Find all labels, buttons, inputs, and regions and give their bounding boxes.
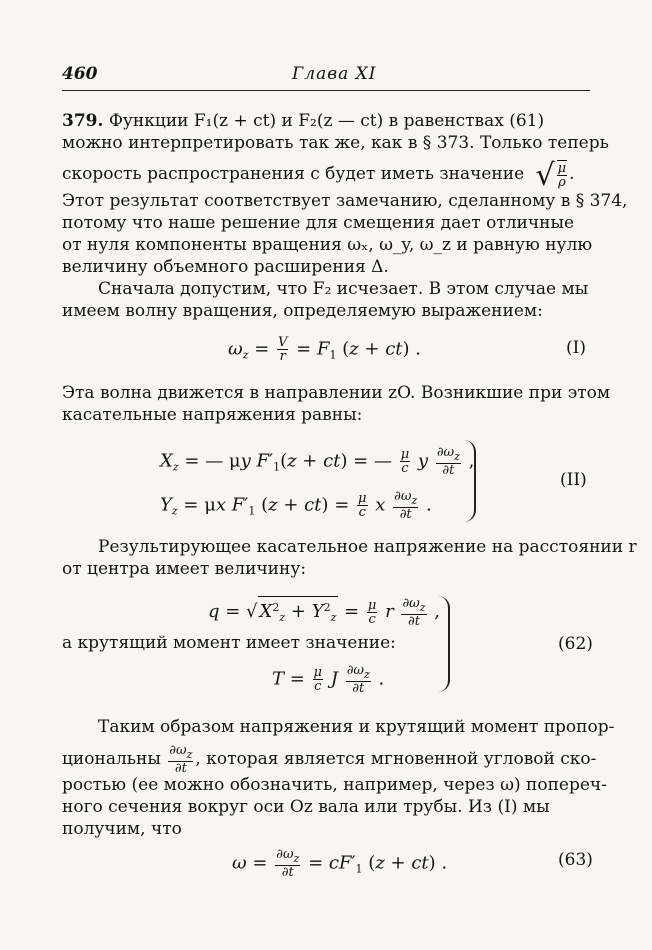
para-3-line-2: касательные напряжения равны: <box>62 405 363 425</box>
page-header <box>62 62 590 91</box>
para-5-line-3: ростью (ее можно обозначить, например, через ω) попереч- <box>62 775 607 795</box>
equation-62-line-1: q = √ $X^2_z + Y^2_z$ = $\frac{\mu}{c}$ r $\frac{\partial\omega_z}{\partial t}$ , <box>208 595 441 629</box>
fraction-domega-dt: $\frac{\partial\omega_z}{\partial t}$ <box>169 743 193 776</box>
chapter-title: Глава XI <box>292 64 377 84</box>
para-3-line-1: Эта волна движется в направлении zO. Возникшие при этом <box>62 383 611 403</box>
equation-63: ω = $\frac{\partial\omega_z}{\partial t}$ = $cF'_1$ (z + ct) . <box>232 847 448 880</box>
para-4-line-2: от центра имеет величину: <box>62 559 307 579</box>
brace-62 <box>438 596 450 692</box>
equation-number-62: (62) <box>558 634 593 654</box>
para-5-text-2b: , которая является мгновенной угловой ско- <box>195 749 597 769</box>
para-379-text-1: Функции F₁(z + ct) и F₂(z — ct) в равенствах (61) <box>108 111 545 131</box>
equation-II-line-1: $X_z$ = — μy $F'_1(z + ct)$ = — $\frac{\mu}{c}$ y $\frac{\partial\omega_z}{\partial t}$ , <box>160 445 475 478</box>
para-379-line-1 <box>62 110 590 132</box>
para-379-line-3: скорость распространения c будет иметь значение √ $\frac{\mu}{\rho}$ . <box>62 158 575 193</box>
equation-number-I: (I) <box>566 338 586 358</box>
equation-number-II: (II) <box>560 470 587 490</box>
para-5-text-2a: циональны <box>62 749 161 769</box>
para-5-line-2 <box>62 744 596 775</box>
sqrt-sign: √ <box>535 158 555 193</box>
para-379-line-4: Этот результат соответствует замечанию, сделанному в § 374, <box>62 191 628 211</box>
para-4-line-1: Результирующее касательное напряжение на расстоянии r <box>98 537 637 557</box>
equation-62-line-2: T = $\frac{\mu}{c}$ J $\frac{\partial\omega_z}{\partial t}$ . <box>272 663 385 696</box>
para-379-text-3: скорость распространения c будет иметь значение <box>62 164 525 184</box>
page-number: 460 <box>62 64 98 84</box>
fraction-v-over-r: $\frac{V}{r}$ <box>278 335 288 364</box>
para-2-line-1: Сначала допустим, что F₂ исчезает. В этом случае мы <box>98 279 589 299</box>
brace-II <box>464 440 476 522</box>
para-379-line-7: величину объемного расширения Δ. <box>62 257 389 277</box>
para-5-line-4: ного сечения вокруг оси Oz вала или трубы. Из (I) мы <box>62 797 550 817</box>
equation-II-line-2: $Y_z = \mu x$ $F'_1$ (z + ct) = $\frac{\mu}{c}$ x $\frac{\partial\omega_z}{\partial t}$ . <box>160 489 432 522</box>
sqrt-mu-over-rho: $\frac{\mu}{\rho}$ <box>557 161 567 190</box>
equation-number-63: (63) <box>558 850 593 870</box>
section-number: 379. <box>62 111 104 131</box>
para-5-line-1: Таким образом напряжения и крутящий момент пропор- <box>98 717 615 737</box>
equation-62-middle-text: а крутящий момент имеет значение: <box>62 633 396 653</box>
para-379-line-6: от нуля компоненты вращения ωₓ, ω_y, ω_z и равную нулю <box>62 235 593 255</box>
para-379-line-2: можно интерпретировать так же, как в § 373. Только теперь <box>62 133 609 153</box>
equation-I: $\omega_z$ = $\frac{V}{r}$ = $F_1$ (z + ct) . <box>228 335 421 364</box>
para-5-line-5: получим, что <box>62 819 182 839</box>
para-379-line-5: потому что наше решение для смещения дает отличные <box>62 213 575 233</box>
para-2-line-2: имеем волну вращения, определяемую выражением: <box>62 301 543 321</box>
